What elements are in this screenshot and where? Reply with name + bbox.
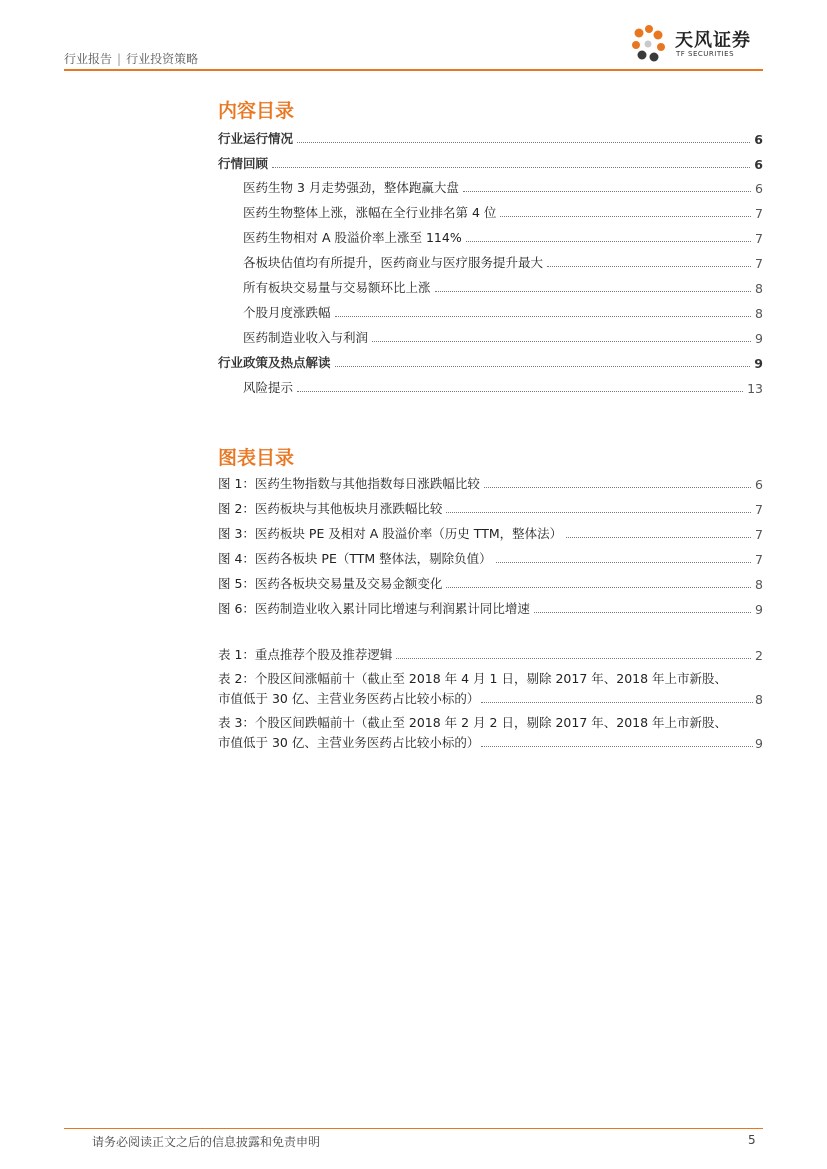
table-entry-label-line2: 市值低于 30 亿、主营业务医药占比较小标的） bbox=[218, 735, 480, 750]
dot-leader bbox=[435, 291, 752, 292]
dot-leader bbox=[500, 216, 751, 217]
toc-entry-page: 7 bbox=[755, 231, 763, 246]
dot-leader bbox=[566, 537, 751, 538]
table-entry[interactable] bbox=[218, 669, 763, 707]
dot-leader bbox=[463, 191, 751, 192]
figure-entry-page: 9 bbox=[755, 602, 763, 617]
toc-entry[interactable] bbox=[243, 303, 763, 321]
dot-leader bbox=[484, 487, 751, 488]
dot-leader bbox=[372, 341, 751, 342]
toc-entry-page: 9 bbox=[755, 331, 763, 346]
table-entry-page: 2 bbox=[755, 648, 763, 663]
toc-entry[interactable] bbox=[243, 203, 763, 221]
dot-leader bbox=[335, 316, 752, 317]
figure-entry-page: 7 bbox=[755, 502, 763, 517]
dot-leader bbox=[481, 746, 753, 747]
table-entry-page: 8 bbox=[755, 692, 763, 707]
dot-leader bbox=[396, 658, 751, 659]
figure-entry-page: 8 bbox=[755, 577, 763, 592]
header-separator: | bbox=[117, 52, 122, 66]
toc-entry-page: 13 bbox=[747, 381, 763, 396]
toc-entry-page: 7 bbox=[755, 256, 763, 271]
toc-entry-page: 8 bbox=[755, 281, 763, 296]
logo-text-cn: 天风证券 bbox=[675, 30, 751, 51]
toc-entry[interactable] bbox=[243, 253, 763, 271]
toc-entry[interactable] bbox=[218, 154, 763, 172]
toc-entry-label: 医药生物相对 A 股溢价率上涨至 114% bbox=[243, 230, 462, 245]
toc-entry-page: 9 bbox=[754, 356, 763, 371]
toc-entry-page: 6 bbox=[754, 157, 763, 172]
table-entry[interactable] bbox=[218, 645, 763, 663]
header-divider bbox=[64, 69, 763, 71]
dot-leader bbox=[496, 562, 751, 563]
figures-title: 图表目录 bbox=[218, 447, 295, 469]
toc-entry-label: 所有板块交易量与交易额环比上涨 bbox=[243, 280, 431, 295]
toc-entry-label: 行情回顾 bbox=[218, 156, 269, 171]
figure-entry-label: 图 1：医药生物指数与其他指数每日涨跌幅比较 bbox=[218, 476, 480, 491]
toc-entry-page: 6 bbox=[755, 181, 763, 196]
toc-entry[interactable] bbox=[243, 278, 763, 296]
header-subcategory: 行业投资策略 bbox=[126, 52, 199, 66]
toc-entry-label: 各板块估值均有所提升，医药商业与医疗服务提升最大 bbox=[243, 255, 544, 270]
figure-entry[interactable] bbox=[218, 549, 763, 567]
table-entry[interactable] bbox=[218, 713, 763, 751]
logo-text-en: TF SECURITIES bbox=[676, 50, 735, 58]
toc-entry-label: 医药制造业收入与利润 bbox=[243, 330, 369, 345]
footer-page-number: 5 bbox=[748, 1133, 756, 1147]
dot-leader bbox=[446, 587, 751, 588]
toc-entry-label: 行业运行情况 bbox=[218, 131, 294, 146]
dot-leader bbox=[534, 612, 751, 613]
toc-entry[interactable] bbox=[243, 378, 763, 396]
toc-entry-page: 6 bbox=[754, 132, 763, 147]
dot-leader bbox=[466, 241, 751, 242]
table-entry-page: 9 bbox=[755, 736, 763, 751]
figure-entry-label: 图 4：医药各板块 PE（TTM 整体法，剔除负值） bbox=[218, 551, 492, 566]
dot-leader bbox=[547, 266, 751, 267]
figure-entry-label: 图 2：医药板块与其他板块月涨跌幅比较 bbox=[218, 501, 443, 516]
dot-leader bbox=[297, 391, 743, 392]
dot-leader bbox=[272, 167, 750, 168]
header-category: 行业报告 bbox=[64, 52, 113, 66]
toc-entry-label: 风险提示 bbox=[243, 380, 294, 395]
toc-entry-label: 行业政策及热点解读 bbox=[218, 355, 331, 370]
table-entry-label-line1: 表 2：个股区间涨幅前十（截止至 2018 年 4 月 1 日，剔除 2017 年、2018 年上市新股、 bbox=[218, 671, 728, 686]
page-header bbox=[64, 30, 763, 72]
figure-entry-label: 图 6：医药制造业收入累计同比增速与利润累计同比增速 bbox=[218, 601, 530, 616]
figure-entry-page: 7 bbox=[755, 527, 763, 542]
dot-leader bbox=[446, 512, 751, 513]
dot-leader bbox=[297, 142, 750, 143]
figure-entry[interactable] bbox=[218, 574, 763, 592]
toc-entry-label: 医药生物整体上涨，涨幅在全行业排名第 4 位 bbox=[243, 205, 497, 220]
figure-entry-label: 图 5：医药各板块交易量及交易金额变化 bbox=[218, 576, 443, 591]
figure-entry[interactable] bbox=[218, 599, 763, 617]
table-entry-label-line2: 市值低于 30 亿、主营业务医药占比较小标的） bbox=[218, 691, 480, 706]
logo-mark-icon bbox=[631, 24, 671, 68]
table-entry-label: 表 1：重点推荐个股及推荐逻辑 bbox=[218, 647, 393, 662]
footer-divider bbox=[64, 1128, 763, 1129]
toc-entry[interactable] bbox=[218, 129, 763, 147]
figure-entry[interactable] bbox=[218, 499, 763, 517]
toc-entry-label: 医药生物 3 月走势强劲，整体跑赢大盘 bbox=[243, 180, 459, 195]
toc-entry[interactable] bbox=[218, 353, 763, 371]
footer-disclaimer: 请务必阅读正文之后的信息披露和免责申明 bbox=[92, 1135, 321, 1149]
toc-entry-page: 7 bbox=[755, 206, 763, 221]
table-entry-label-line1: 表 3：个股区间跌幅前十（截止至 2018 年 2 月 2 日，剔除 2017 年、2018 年上市新股、 bbox=[218, 715, 728, 730]
figure-entry[interactable] bbox=[218, 524, 763, 542]
header-breadcrumb bbox=[64, 50, 198, 67]
figure-entry-label: 图 3：医药板块 PE 及相对 A 股溢价率（历史 TTM，整体法） bbox=[218, 526, 563, 541]
dot-leader bbox=[335, 366, 751, 367]
toc-entry[interactable] bbox=[243, 228, 763, 246]
figure-entry-page: 7 bbox=[755, 552, 763, 567]
figure-entry-page: 6 bbox=[755, 477, 763, 492]
figure-entry[interactable] bbox=[218, 474, 763, 492]
toc-entry-label: 个股月度涨跌幅 bbox=[243, 305, 331, 320]
toc-entry[interactable] bbox=[243, 328, 763, 346]
dot-leader bbox=[481, 702, 753, 703]
company-logo bbox=[631, 24, 763, 68]
toc-title: 内容目录 bbox=[218, 100, 295, 122]
toc-entry-page: 8 bbox=[755, 306, 763, 321]
toc-entry[interactable] bbox=[243, 178, 763, 196]
